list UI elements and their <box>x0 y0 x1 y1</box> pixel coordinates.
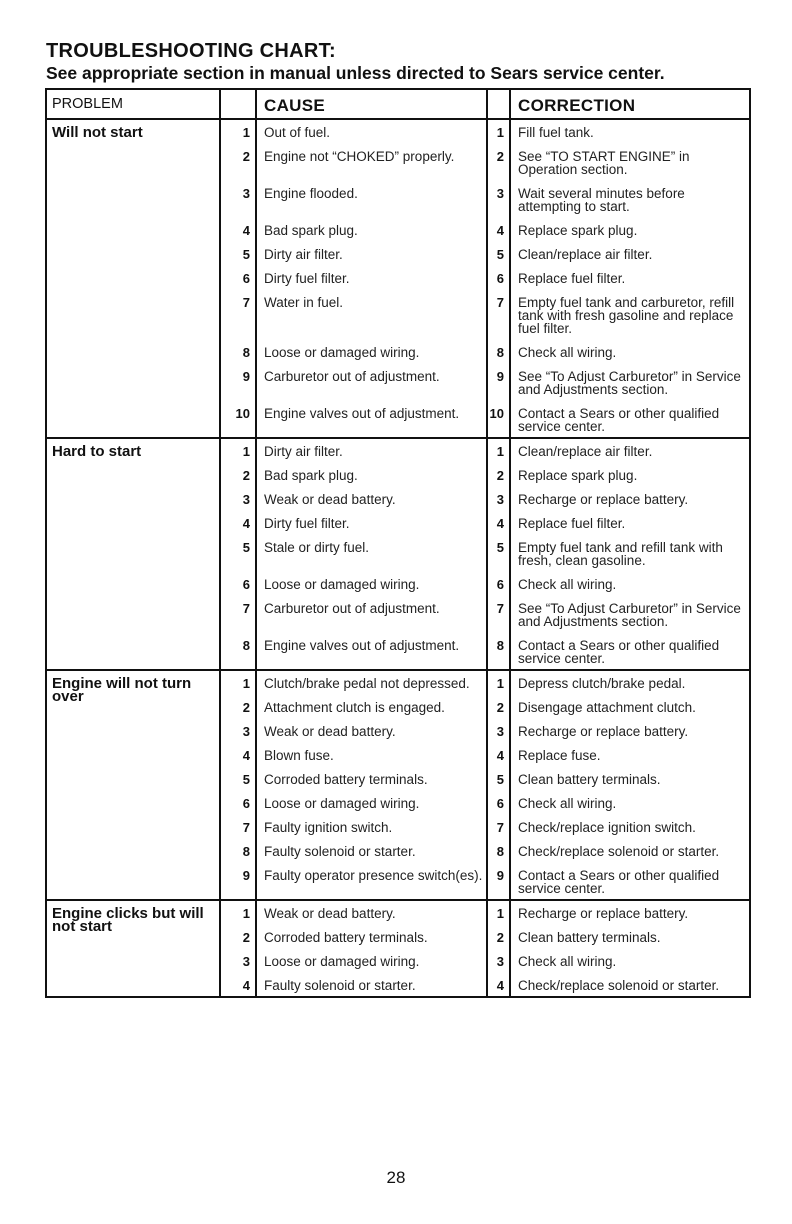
correction-text: Replace spark plug. <box>518 223 638 238</box>
correction-text: Check all wiring. <box>518 345 617 360</box>
cause-number: 7 <box>220 815 256 839</box>
correction-text: Depress clutch/brake pedal. <box>518 676 686 691</box>
cause-text: Dirty fuel filter. <box>256 266 487 290</box>
correction-text: See “To Adjust Carburetor” in Service and Adjustments section. <box>518 601 741 629</box>
cause-number: 1 <box>220 119 256 144</box>
correction-text: Replace fuel filter. <box>518 271 626 286</box>
correction-text: Empty fuel tank and carburetor, refill tank with fresh gasoline and replace fuel filter. <box>518 295 735 336</box>
cause-number: 3 <box>220 487 256 511</box>
page-subtitle: See appropriate section in manual unless directed to Sears service center. <box>46 63 665 83</box>
cause-text: Clutch/brake pedal not depressed. <box>256 670 487 695</box>
table-header-row <box>46 89 750 119</box>
correction-text: Clean battery terminals. <box>518 772 661 787</box>
cause-text: Out of fuel. <box>256 119 487 144</box>
cause-number: 5 <box>220 767 256 791</box>
correction-text: See “To Adjust Carburetor” in Service and Adjustments section. <box>518 369 741 397</box>
correction-text: Disengage attachment clutch. <box>518 700 696 715</box>
correction-text: Check all wiring. <box>518 796 617 811</box>
correction-text: Recharge or replace battery. <box>518 906 689 921</box>
cause-number: 3 <box>220 949 256 973</box>
problem-label: Hard to start <box>46 438 220 670</box>
correction-number: 4 <box>487 511 510 535</box>
page-number: 28 <box>386 1168 406 1187</box>
correction-number: 2 <box>487 463 510 487</box>
correction-text: Check/replace solenoid or starter. <box>510 973 750 997</box>
correction-number: 1 <box>487 438 510 463</box>
correction-text: Clean/replace air filter. <box>518 444 653 459</box>
cause-number: 3 <box>220 181 256 218</box>
cause-text: Loose or damaged wiring. <box>256 791 487 815</box>
correction-text: See “TO START ENGINE” in Operation section. <box>518 149 690 177</box>
correction-number: 5 <box>487 242 510 266</box>
cause-number: 6 <box>220 791 256 815</box>
cause-text: Corroded battery terminals. <box>256 925 487 949</box>
correction-number: 2 <box>487 695 510 719</box>
cause-text: Faulty solenoid or starter. <box>256 839 487 863</box>
cause-text: Bad spark plug. <box>256 218 487 242</box>
correction-text: Clean/replace air filter. <box>518 247 653 262</box>
correction-number: 1 <box>487 119 510 144</box>
correction-text: Replace fuel filter. <box>518 516 626 531</box>
cause-number: 9 <box>220 364 256 401</box>
cause-text: Engine valves out of adjustment. <box>256 633 487 670</box>
cause-text: Bad spark plug. <box>256 463 487 487</box>
cause-number: 9 <box>220 863 256 900</box>
cause-text: Dirty air filter. <box>256 438 487 463</box>
cause-text: Carburetor out of adjustment. <box>256 596 487 633</box>
correction-text: Clean battery terminals. <box>518 930 661 945</box>
page-title: TROUBLESHOOTING CHART: <box>46 40 336 62</box>
problem-label: Will not start <box>46 119 220 438</box>
cause-number: 7 <box>220 596 256 633</box>
cause-text: Loose or damaged wiring. <box>256 949 487 973</box>
cause-number: 4 <box>220 511 256 535</box>
correction-text: Wait several minutes before attempting to start. <box>518 186 685 214</box>
correction-number: 1 <box>487 670 510 695</box>
correction-text: Replace spark plug. <box>518 468 638 483</box>
table-row <box>46 900 750 925</box>
cause-text: Loose or damaged wiring. <box>256 340 487 364</box>
correction-number: 7 <box>487 596 510 633</box>
correction-number: 3 <box>487 949 510 973</box>
correction-number: 2 <box>487 925 510 949</box>
correction-number: 6 <box>487 572 510 596</box>
cause-text: Loose or damaged wiring. <box>256 572 487 596</box>
correction-number: 2 <box>487 144 510 181</box>
correction-number: 3 <box>487 487 510 511</box>
correction-number: 8 <box>487 633 510 670</box>
cause-number: 6 <box>220 572 256 596</box>
correction-number: 5 <box>487 767 510 791</box>
troubleshooting-chart <box>45 88 751 998</box>
table-body <box>46 119 750 997</box>
cause-text: Faulty ignition switch. <box>256 815 487 839</box>
correction-text: Replace fuse. <box>518 748 601 763</box>
cause-text: Water in fuel. <box>256 290 487 340</box>
correction-number: 9 <box>487 364 510 401</box>
cause-text: Weak or dead battery. <box>256 487 487 511</box>
cause-number: 2 <box>220 695 256 719</box>
table-row <box>46 438 750 463</box>
correction-text: Recharge or replace battery. <box>518 724 689 739</box>
cause-text: Weak or dead battery. <box>256 900 487 925</box>
cause-text: Corroded battery terminals. <box>256 767 487 791</box>
cause-number: 2 <box>220 144 256 181</box>
column-header-correction: CORRECTION <box>510 89 750 119</box>
cause-number: 5 <box>220 535 256 572</box>
correction-text: Check all wiring. <box>518 954 617 969</box>
correction-number: 6 <box>487 791 510 815</box>
troubleshooting-table <box>45 88 751 998</box>
cause-text: Stale or dirty fuel. <box>256 535 487 572</box>
correction-text: Recharge or replace battery. <box>518 492 689 507</box>
table-row <box>46 670 750 695</box>
cause-number: 3 <box>220 719 256 743</box>
correction-number: 9 <box>487 863 510 900</box>
correction-text: Check/replace solenoid or starter. <box>518 844 720 859</box>
correction-number: 7 <box>487 290 510 340</box>
cause-number: 1 <box>220 438 256 463</box>
correction-number: 7 <box>487 815 510 839</box>
correction-number: 4 <box>487 218 510 242</box>
cause-text: Faulty solenoid or starter. <box>256 973 487 997</box>
cause-number: 4 <box>220 218 256 242</box>
cause-text: Dirty air filter. <box>256 242 487 266</box>
cause-text: Carburetor out of adjustment. <box>256 364 487 401</box>
cause-number: 6 <box>220 266 256 290</box>
cause-number: 8 <box>220 340 256 364</box>
correction-number: 8 <box>487 839 510 863</box>
correction-text: Contact a Sears or other qualified service center. <box>510 401 750 438</box>
correction-text: Contact a Sears or other qualified service center. <box>510 863 750 900</box>
cause-text: Attachment clutch is engaged. <box>256 695 487 719</box>
column-header-cause: CAUSE <box>256 89 487 119</box>
column-header-problem: PROBLEM <box>46 89 220 119</box>
correction-text: Contact a Sears or other qualified service center. <box>510 633 750 670</box>
correction-number: 4 <box>487 973 510 997</box>
correction-text: Fill fuel tank. <box>518 125 594 140</box>
cause-number: 2 <box>220 925 256 949</box>
column-header-cause-number <box>220 89 256 119</box>
correction-text: Empty fuel tank and refill tank with fresh, clean gasoline. <box>518 540 723 568</box>
correction-number: 4 <box>487 743 510 767</box>
cause-number: 1 <box>220 670 256 695</box>
correction-text: Check/replace ignition switch. <box>518 820 696 835</box>
cause-text: Dirty fuel filter. <box>256 511 487 535</box>
cause-number: 2 <box>220 463 256 487</box>
correction-number: 10 <box>487 401 510 438</box>
correction-number: 6 <box>487 266 510 290</box>
cause-text: Engine flooded. <box>256 181 487 218</box>
cause-number: 4 <box>220 743 256 767</box>
column-header-correction-number <box>487 89 510 119</box>
problem-label: Engine will not turn over <box>46 670 220 900</box>
cause-number: 5 <box>220 242 256 266</box>
correction-number: 3 <box>487 181 510 218</box>
correction-number: 5 <box>487 535 510 572</box>
correction-number: 1 <box>487 900 510 925</box>
cause-text: Blown fuse. <box>256 743 487 767</box>
cause-number: 10 <box>220 401 256 438</box>
problem-label: Engine clicks but will not start <box>46 900 220 997</box>
cause-text: Weak or dead battery. <box>256 719 487 743</box>
cause-number: 1 <box>220 900 256 925</box>
table-row <box>46 119 750 144</box>
correction-number: 8 <box>487 340 510 364</box>
cause-number: 4 <box>220 973 256 997</box>
cause-number: 8 <box>220 633 256 670</box>
cause-number: 7 <box>220 290 256 340</box>
cause-number: 8 <box>220 839 256 863</box>
cause-text: Faulty operator presence switch(es). <box>256 863 487 900</box>
correction-text: Check all wiring. <box>518 577 617 592</box>
correction-number: 3 <box>487 719 510 743</box>
cause-text: Engine valves out of adjustment. <box>256 401 487 438</box>
cause-text: Engine not “CHOKED” properly. <box>256 144 487 181</box>
